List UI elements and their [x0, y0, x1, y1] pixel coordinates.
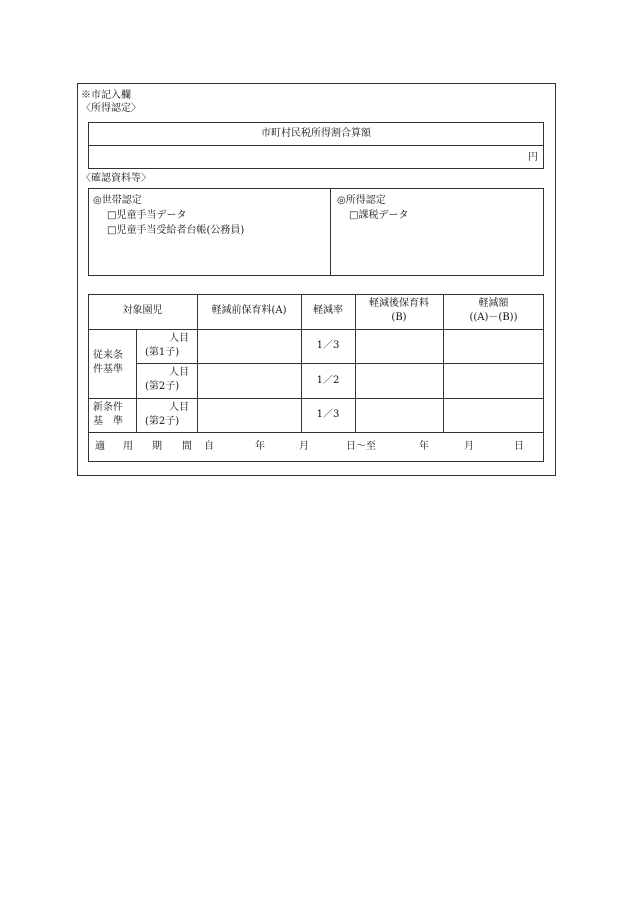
- header-amount: 軽減額: [478, 298, 509, 309]
- period-label-char: 適: [95, 441, 105, 452]
- period-day-to: 日〜至: [346, 441, 376, 452]
- period-month-from: 月: [299, 441, 309, 452]
- checkbox-tax-data[interactable]: □課税データ: [349, 210, 409, 221]
- income-heading: 〈所得認定〉: [81, 103, 141, 114]
- period-day-end: 日: [514, 441, 524, 452]
- row-unit: 人目: [169, 402, 189, 413]
- header-after-fee-sub: (B): [391, 312, 407, 323]
- income-box-unit: 円: [528, 152, 538, 163]
- period-year-from: 年: [255, 441, 265, 452]
- section-title: ※市記入欄: [81, 90, 131, 101]
- row-child-order: (第1子): [145, 347, 180, 358]
- confirm-heading: 〈確認資料等〉: [81, 173, 151, 184]
- group-label: 基 準: [93, 416, 123, 427]
- group-label: 従来条: [93, 350, 123, 361]
- header-target: 対象園児: [122, 305, 163, 316]
- row-rate: 1／3: [316, 340, 340, 351]
- row-child-order: (第2子): [145, 416, 180, 427]
- header-before-fee: 軽減前保育料(A): [211, 305, 287, 316]
- period-from: 自: [204, 441, 214, 452]
- period-label-char: 用: [123, 441, 133, 452]
- header-after-fee: 軽減後保育料: [369, 298, 429, 309]
- checkbox-child-allowance-ledger[interactable]: □児童手当受給者台帳(公務員): [107, 225, 245, 236]
- group-label: 新条件: [93, 402, 123, 413]
- row-unit: 人目: [169, 367, 189, 378]
- household-cert-title: ◎世帯認定: [93, 195, 142, 206]
- table-row-divider: [88, 432, 544, 433]
- group-label: 件基準: [93, 364, 123, 375]
- income-box-label: 市町村民税所得割合算額: [261, 128, 371, 139]
- row-child-order: (第2子): [145, 381, 180, 392]
- period-month-to: 月: [464, 441, 474, 452]
- row-unit: 人目: [169, 333, 189, 344]
- income-cert-title: ◎所得認定: [337, 195, 386, 206]
- confirm-box-divider: [330, 188, 331, 276]
- period-label-char: 間: [182, 441, 192, 452]
- income-box-divider: [88, 145, 544, 146]
- header-amount-sub: ((A)－(B)): [469, 312, 518, 323]
- checkbox-child-allowance-data[interactable]: □児童手当データ: [107, 210, 187, 221]
- row-rate: 1／3: [316, 409, 340, 420]
- table-header-divider: [88, 329, 544, 330]
- table-col-divider: [136, 329, 137, 432]
- header-rate: 軽減率: [313, 305, 343, 316]
- period-year-to: 年: [419, 441, 429, 452]
- period-label-char: 期: [152, 441, 162, 452]
- table-row-divider: [88, 398, 544, 399]
- row-rate: 1／2: [316, 375, 340, 386]
